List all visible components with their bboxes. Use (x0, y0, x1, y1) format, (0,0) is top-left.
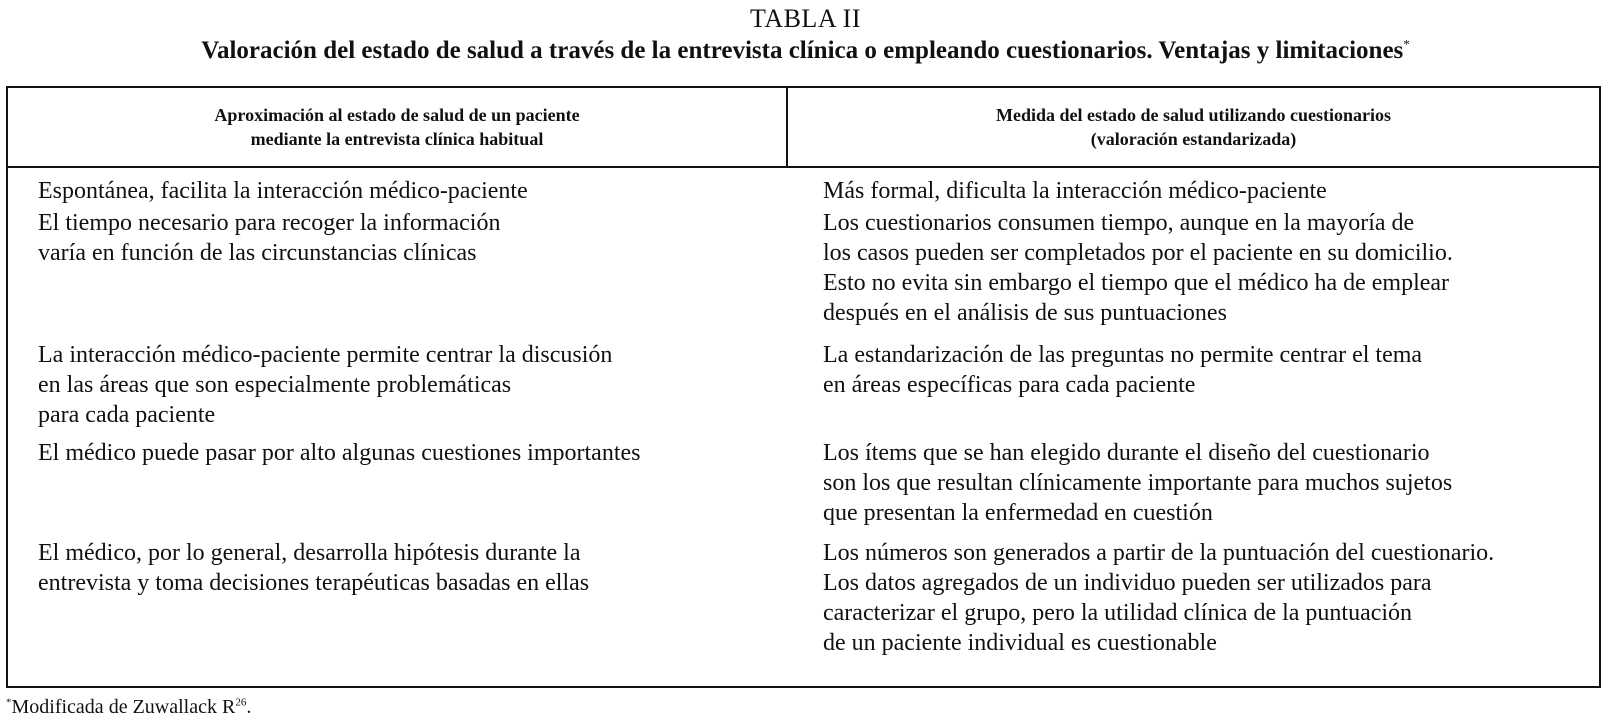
comparison-table (6, 86, 1601, 688)
cell-questionnaire: Los cuestionarios consumen tiempo, aunque en la mayoría de los casos pueden ser completados por el paciente en su domicilio. Esto no evita sin embargo el tiempo que el médico ha de emplear después en el análisis de sus puntuaciones (823, 210, 1453, 326)
table-row (8, 438, 1599, 538)
cell-questionnaire: Más formal, dificulta la interacción médico-paciente (823, 178, 1327, 204)
table-title (0, 36, 1611, 66)
table-label: TABLA II (750, 4, 861, 33)
header-questionnaires: Medida del estado de salud utilizando cuestionarios (valoración estandarizada) (995, 105, 1392, 149)
table-row (8, 176, 1599, 208)
cell-questionnaire: Los ítems que se han elegido durante el diseño del cuestionario son los que resultan clínicamente importante para muchos sujetos que presentan la enfermedad en cuestión (823, 440, 1453, 526)
table-header-row (8, 88, 1599, 168)
table-title-text: Valoración del estado de salud a través de la entrevista clínica o empleando cuestionarios. Ventajas y limitaciones (201, 37, 1404, 64)
cell-clinical-interview: El médico puede pasar por alto algunas cuestiones importantes (38, 440, 641, 466)
table-row (8, 340, 1599, 438)
table-row (8, 538, 1599, 662)
table-footnote (6, 694, 251, 720)
footnote-text: Modificada de Zuwallack R (11, 696, 236, 718)
cell-clinical-interview: Espontánea, facilita la interacción médico-paciente (38, 178, 528, 204)
cell-clinical-interview: El médico, por lo general, desarrolla hipótesis durante la entrevista y toma decisiones terapéuticas basadas en ellas (38, 540, 590, 596)
header-clinical-interview: Aproximación al estado de salud de un paciente mediante la entrevista clínica habitual (214, 105, 580, 149)
cell-clinical-interview: El tiempo necesario para recoger la información varía en función de las circunstancias clínicas (38, 210, 501, 266)
footnote-end: . (246, 696, 252, 718)
cell-questionnaire: Los números son generados a partir de la puntuación del cuestionario. Los datos agregados de un individuo pueden ser utilizados para caracterizar el grupo, pero la utilidad clínica de la puntuación de un paciente individual es cuestionable (823, 540, 1495, 656)
footnote-marker: * (6, 696, 12, 709)
cell-clinical-interview: La interacción médico-paciente permite centrar la discusión en las áreas que son especialmente problemáticas para cada paciente (38, 342, 613, 428)
table-body (8, 176, 1599, 662)
footnote-reference: 26 (235, 696, 247, 709)
title-footnote-marker: * (1403, 36, 1410, 52)
cell-questionnaire: La estandarización de las preguntas no permite centrar el tema en áreas específicas para cada paciente (823, 342, 1423, 398)
table-row (8, 208, 1599, 340)
